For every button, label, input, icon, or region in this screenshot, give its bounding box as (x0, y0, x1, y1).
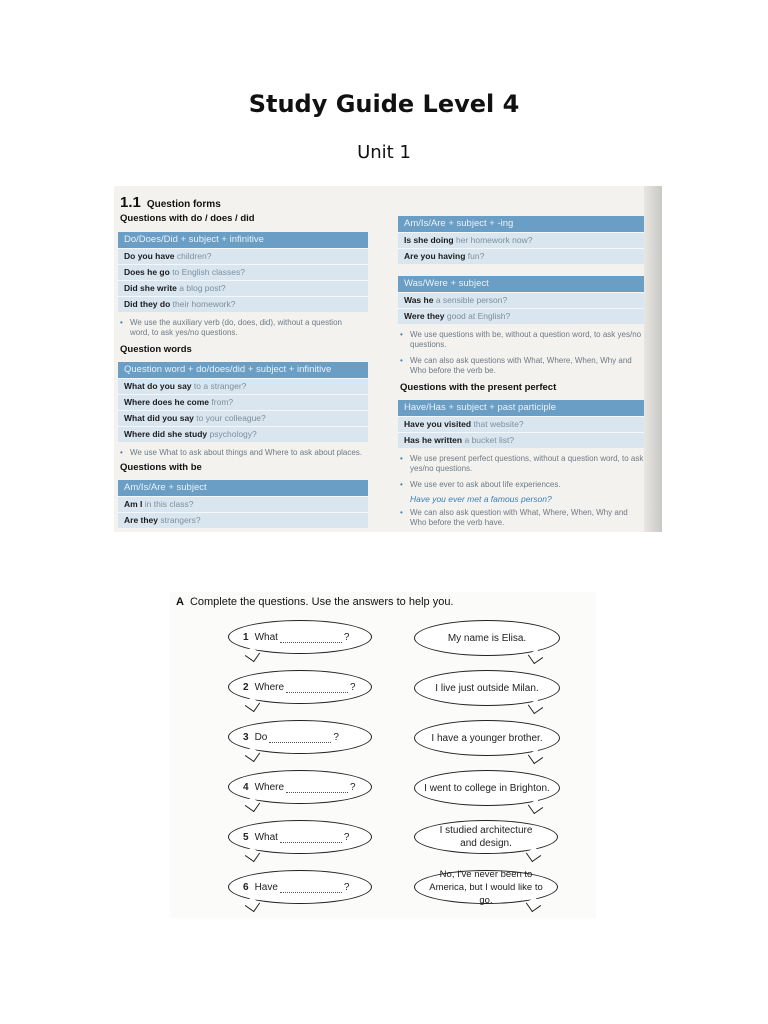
table-header: Question word + do/does/did + subject + infinitive (118, 362, 368, 378)
answer-blank (269, 732, 331, 743)
section-heading (120, 194, 221, 211)
table-header: Was/Were + subject (398, 276, 644, 292)
table-do (118, 232, 368, 312)
table-row: Did she write a blog post? (118, 280, 368, 296)
answer-blank (280, 882, 342, 893)
answer-blank (280, 632, 342, 643)
section-number: 1.1 (120, 194, 141, 211)
subheading-be: Questions with be (120, 462, 202, 473)
note-be-2: • We can also ask questions with What, Where, When, Why and Who before the verb be. (400, 356, 632, 375)
exercise-instruction (176, 596, 454, 608)
page-title: Study Guide Level 4 (248, 90, 520, 118)
table-row: Did they do their homework? (118, 296, 368, 312)
subheading-question-words: Question words (120, 344, 192, 355)
note-pp-1: • We use present perfect questions, without a question word, to ask yes/no questions. (400, 454, 644, 473)
answer-bubble-6: No, I've never been to America, but I would like to go. (414, 870, 558, 904)
note-be-1: • We use questions with be, without a question word, to ask yes/no questions. (400, 330, 642, 349)
note-do: • We use the auxiliary verb (do, does, did), without a question word, to ask yes/no questions. (120, 318, 342, 337)
question-bubble-3: 3 Do ? (228, 720, 372, 754)
page-edge-shadow (644, 186, 662, 532)
page-subtitle: Unit 1 (357, 142, 411, 163)
exercise-letter: A (176, 596, 184, 608)
question-bubble-5: 5 What ? (228, 820, 372, 854)
table-row: Do you have children? (118, 248, 368, 264)
note-question-words: • We use What to ask about things and Where to ask about places. (120, 448, 362, 457)
table-ing (398, 216, 644, 264)
question-bubble-4: 4 Where ? (228, 770, 372, 804)
grammar-reference-image (114, 186, 662, 532)
answer-blank (280, 832, 342, 843)
table-row: Has he written a bucket list? (398, 432, 644, 448)
example-pp: Have you ever met a famous person? (410, 494, 552, 504)
table-row: Were they good at English? (398, 308, 644, 324)
table-present-perfect (398, 400, 644, 448)
table-row: Where does he come from? (118, 394, 368, 410)
section-title: Question forms (146, 199, 221, 210)
answer-bubble-4: I went to college in Brighton. (414, 770, 560, 806)
table-row: Are they strangers? (118, 512, 368, 528)
table-row: Is she doing her homework now? (398, 232, 644, 248)
answer-bubble-1: My name is Elisa. (414, 620, 560, 656)
table-header: Have/Has + subject + past participle (398, 400, 644, 416)
table-header: Am/Is/Are + subject (118, 480, 368, 496)
question-bubble-2: 2 Where ? (228, 670, 372, 704)
answer-blank (286, 682, 348, 693)
question-bubble-6: 6 Have ? (228, 870, 372, 904)
table-row: Was he a sensible person? (398, 292, 644, 308)
note-pp-3: • We can also ask question with What, Where, When, Why and Who before the verb have. (400, 508, 628, 527)
question-bubble-1: 1 What ? (228, 620, 372, 654)
table-row: Am I in this class? (118, 496, 368, 512)
exercise-instruction-text: Complete the questions. Use the answers to help you. (189, 596, 454, 608)
answer-blank (286, 782, 348, 793)
table-be (118, 480, 368, 528)
exercise-image (170, 592, 596, 918)
table-row: Are you having fun? (398, 248, 644, 264)
table-header: Do/Does/Did + subject + infinitive (118, 232, 368, 248)
table-row: Where did she study psychology? (118, 426, 368, 442)
table-question-words (118, 362, 368, 442)
table-row: What did you say to your colleague? (118, 410, 368, 426)
answer-bubble-3: I have a younger brother. (414, 720, 560, 756)
answer-bubble-5: I studied architecture and design. (414, 820, 558, 854)
note-pp-2: • We use ever to ask about life experiences. (400, 480, 561, 489)
subheading-do: Questions with do / does / did (120, 213, 255, 224)
answer-bubble-2: I live just outside Milan. (414, 670, 560, 706)
table-was (398, 276, 644, 324)
table-row: Does he go to English classes? (118, 264, 368, 280)
subheading-present-perfect: Questions with the present perfect (400, 382, 557, 393)
table-row: Have you visited that website? (398, 416, 644, 432)
table-row: What do you say to a stranger? (118, 378, 368, 394)
table-header: Am/Is/Are + subject + -ing (398, 216, 644, 232)
